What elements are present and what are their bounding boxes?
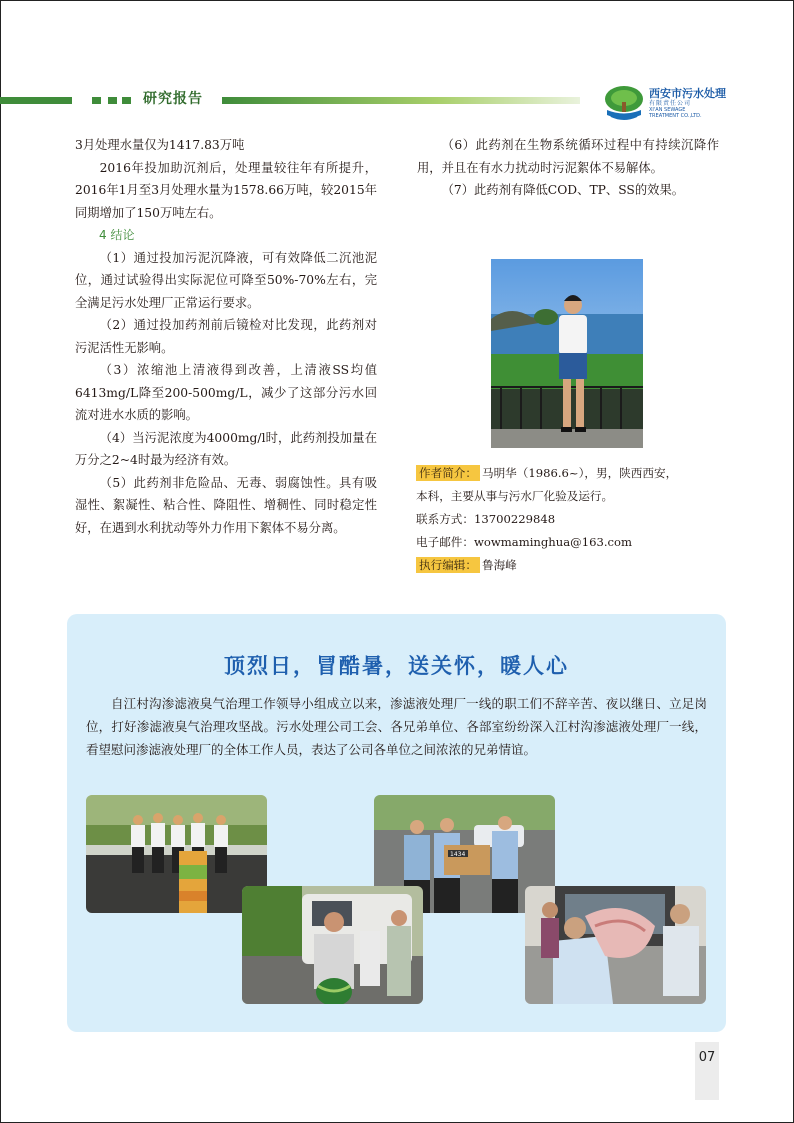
header-square xyxy=(122,97,131,104)
author-bio xyxy=(416,462,726,577)
news-photo-3 xyxy=(242,886,423,1004)
conclusion-2: （2）通过投加药剂前后镜检对比发现，此药剂对污泥活性无影响。 xyxy=(75,318,377,355)
conclusion-1: （1）通过投加污泥沉降液，可有效降低二沉池泥位，通过试验得出实际泥位可降至50%-70%左右，完全满足污水处理厂正常运行要求。 xyxy=(75,250,377,310)
logo-english-name xyxy=(649,107,702,119)
company-logo xyxy=(603,84,733,124)
conclusion-3: （3）浓缩池上清液得到改善，上清液SS均值6413mg/L降至200-500mg/L，减少了这部分污水回流对进水水质的影响。 xyxy=(75,363,377,422)
logo-tree-icon xyxy=(603,84,645,124)
section-title: 研究报告 xyxy=(143,91,203,107)
editor-line xyxy=(416,554,726,577)
logo-english-line1: XI'AN SEWAGE xyxy=(649,107,686,113)
conclusion-4: （4）当污泥浓度为4000mg/l时，此药剂投加量在万分之2~4时最为经济有效。 xyxy=(75,430,377,467)
author-email: 电子邮件：wowmaminghua@163.com xyxy=(416,535,633,549)
right-column xyxy=(417,134,719,202)
header-bar-right xyxy=(222,97,580,104)
editor-name: 鲁海峰 xyxy=(481,558,517,572)
logo-english-line2: TREATMENT CO.,LTD. xyxy=(649,113,702,119)
header-bar-left xyxy=(0,97,72,104)
logo-chinese-name: 西安市污水处理 xyxy=(649,87,726,100)
header-square xyxy=(108,97,117,104)
author-contact: 联系方式：13700229848 xyxy=(416,512,556,526)
news-photo-1 xyxy=(86,795,267,913)
conclusion-6: （6）此药剂在生物系统循环过程中有持续沉降作用，并且在有水力扰动时污泥絮体不易解体。 xyxy=(417,138,719,175)
paragraph: 3月处理水量仅为1417.83万吨 xyxy=(75,138,245,152)
header-square xyxy=(92,97,101,104)
left-column xyxy=(75,134,377,539)
author-intro: 马明华（1986.6~），男，陕西西安， xyxy=(481,466,678,480)
conclusion-7: （7）此药剂有降低COD、TP、SS的效果。 xyxy=(441,183,685,197)
author-photo xyxy=(491,259,643,448)
paragraph: 2016年投加助沉剂后，处理量较往年有所提升，2016年1月至3月处理水量为1578.66万吨，较2015年同期增加了150万吨左右。 xyxy=(75,160,377,220)
news-title: 顶烈日，冒酷暑，送关怀，暖人心 xyxy=(224,654,569,678)
author-intro-line2: 本科，主要从事与污水厂化验及运行。 xyxy=(416,489,614,503)
author-label-tag: 作者简介： xyxy=(416,465,480,481)
news-panel xyxy=(67,614,726,1032)
section-heading: 4 结论 xyxy=(99,228,135,242)
news-photo-4 xyxy=(525,886,706,1004)
logo-chinese-subtitle: 有限责任公司 xyxy=(649,100,692,107)
editor-label-tag: 执行编辑： xyxy=(416,557,480,573)
conclusion-5: （5）此药剂非危险品、无毒、弱腐蚀性。具有吸湿性、絮凝性、粘合性、降阻性、增稠性、同时稳定性好，在遇到水利扰动等外力作用下絮体不易分离。 xyxy=(75,475,377,535)
news-body: 自江村沟渗滤液臭气治理工作领导小组成立以来，渗滤液处理厂一线的职工们不辞辛苦、夜以继日、立足岗位，打好渗滤液臭气治理攻坚战。污水处理公司工会、各兄弟单位、各部室纷纷深入江村沟渗滤液处理厂一线，看望慰问渗滤液处理厂的全体工作人员，表达了公司各单位之间浓浓的兄弟情谊。 xyxy=(86,696,707,757)
author-intro-line xyxy=(416,462,726,485)
page-number: 07 xyxy=(695,1042,719,1100)
box-label: 1434 xyxy=(450,851,466,858)
